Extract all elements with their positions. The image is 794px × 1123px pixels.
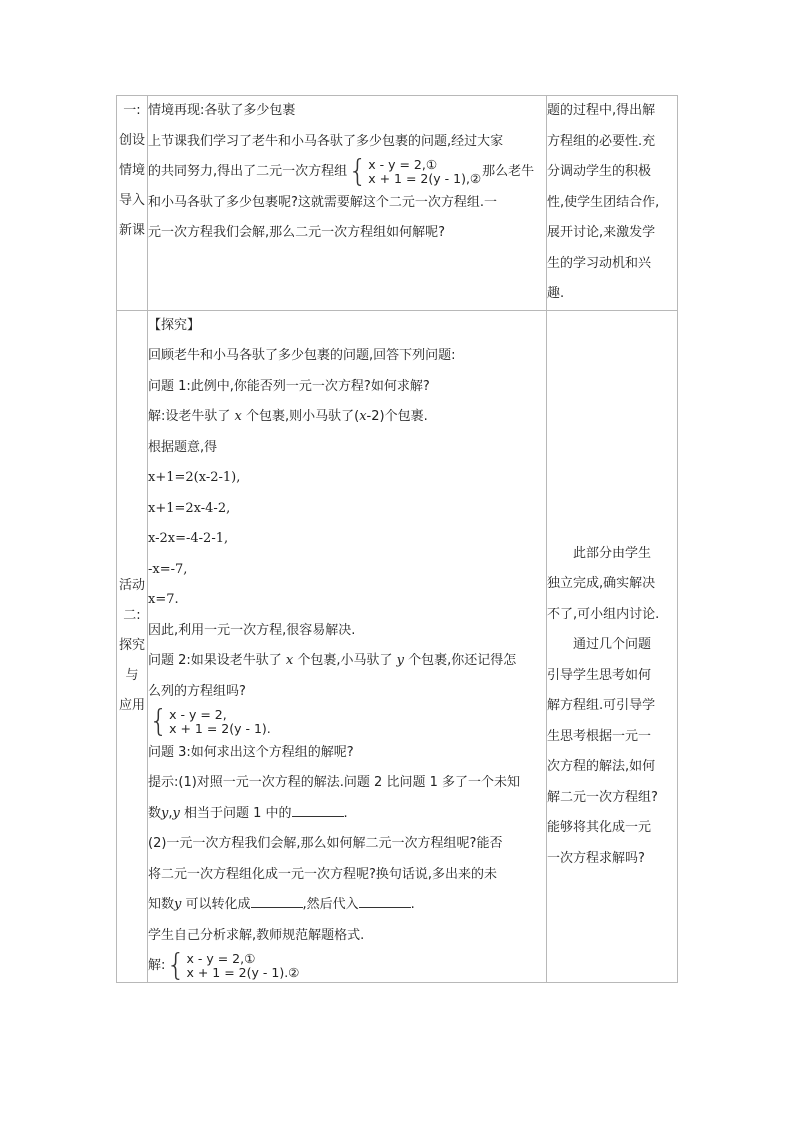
explore-label: 【探究】: [148, 317, 201, 333]
equation-step: -x=-7,: [148, 561, 188, 577]
equation-line: x - y = 2,①: [368, 156, 438, 172]
notes-cell-intro: [547, 96, 678, 311]
stage-label: 一:: [123, 103, 141, 118]
content-cell-intro: [148, 96, 547, 311]
intro-line: 回顾老牛和小马各驮了多少包裹的问题,回答下列问题:: [148, 348, 456, 363]
table-row-intro: [117, 96, 678, 311]
equation-step: x-2x=-4-2-1,: [148, 531, 229, 546]
stage-label: 导入: [118, 193, 145, 208]
equation-lines: [186, 952, 299, 980]
fill-blank: [292, 802, 344, 817]
analysis-line: 学生自己分析求解,教师规范解题格式.: [148, 927, 365, 943]
equation-system: [149, 703, 271, 739]
text-run: 个包裹,小马驮了: [293, 653, 397, 668]
hint-2-cont: [148, 890, 546, 921]
hint-2-cont: 将二元一次方程组化成一元一次方程呢?换句话说,多出来的未: [148, 866, 498, 882]
equation-step: x+1=2(x-2-1),: [148, 470, 241, 485]
text-run: 个包裹,你还记得怎: [404, 653, 517, 668]
equation-system-line: [148, 703, 546, 739]
note-line: 此部分由学生: [573, 545, 652, 561]
equation-system: [348, 153, 482, 189]
table-row-explore: [117, 310, 678, 982]
note-line: 趣.: [547, 286, 565, 301]
note-line: 生思考根据一元一: [547, 728, 652, 744]
text-run: 那么老牛: [482, 164, 535, 179]
basis-line: 根据题意,得: [148, 439, 218, 455]
text-run: ,然后代入: [302, 897, 359, 912]
note-line: 次方程的解法,如何: [547, 759, 656, 774]
variable-x: x: [285, 653, 294, 668]
equation-line: x + 1 = 2(y - 1).: [169, 720, 271, 736]
left-brace-icon: {: [166, 947, 186, 983]
hint-1-cont: [148, 799, 546, 830]
paragraph-line-with-system: [148, 153, 546, 189]
variable-y: y: [172, 805, 180, 821]
note-line: 方程组的必要性.充: [547, 133, 656, 149]
text-run: 知数: [148, 897, 175, 912]
stage-label: 二:: [123, 608, 141, 623]
note-line: 解二元一次方程组?: [547, 789, 658, 805]
question-2-cont: 么列的方程组吗?: [148, 683, 246, 699]
text-run: .: [410, 897, 415, 912]
hint-1: 提示:(1)对照一元一次方程的解法.问题 2 比问题 1 多了一个未知: [148, 775, 520, 790]
note-line: 性,使学生团结合作,: [547, 194, 660, 210]
stage-label: 新课: [118, 223, 145, 238]
fill-blank: [251, 893, 303, 908]
stage-label: 活动: [118, 578, 145, 593]
equation-lines: [368, 158, 481, 186]
text-run: 的共同努力,得出了二元一次方程组: [148, 164, 348, 179]
text-run: 数: [148, 805, 162, 821]
stage-label: 探究: [118, 638, 145, 653]
content-cell-explore: [148, 310, 547, 982]
left-brace-icon: {: [149, 703, 169, 739]
variable-y: y: [174, 897, 182, 912]
text-run: .: [343, 805, 348, 821]
question-3: 问题 3:如何求出这个方程组的解呢?: [148, 744, 354, 760]
note-line: 一次方程求解吗?: [547, 850, 645, 866]
stage-cell-intro: [117, 96, 148, 311]
conclusion-line: 因此,利用一元一次方程,很容易解决.: [148, 622, 356, 638]
note-line: 生的学习动机和兴: [547, 255, 652, 271]
stage-cell-explore: [117, 310, 148, 982]
note-line: 通过几个问题: [573, 637, 652, 652]
notes-cell-explore: [547, 310, 678, 982]
fill-blank: [359, 893, 411, 908]
text-run: 问题 2:如果设老牛驮了: [148, 653, 286, 668]
equation-lines: [169, 708, 271, 736]
paragraph-line: 上节课我们学习了老牛和小马各驮了多少包裹的问题,经过大家: [148, 133, 504, 149]
section-heading: 情境再现:各驮了多少包裹: [148, 103, 296, 118]
solution-system-line: [148, 947, 546, 983]
equation-system: [166, 947, 300, 983]
left-brace-icon: {: [348, 153, 368, 189]
text-run: -2)个包裹.: [366, 409, 428, 424]
text-run: 可以转化成: [181, 897, 251, 912]
equation-line: x + 1 = 2(y - 1),②: [368, 170, 482, 186]
note-line: 展开讨论,来激发学: [547, 225, 656, 240]
solution-setup: [148, 402, 546, 433]
text-run: 解:: [148, 958, 166, 973]
question-1: 问题 1:此例中,你能否列一元一次方程?如何求解?: [148, 378, 430, 394]
equation-line: x - y = 2,: [169, 706, 227, 722]
note-line: 引导学生思考如何: [547, 667, 652, 683]
paragraph-line: 和小马各驮了多少包裹呢?这就需要解这个二元一次方程组.一: [148, 194, 498, 210]
stage-label: 情境: [118, 163, 145, 178]
variable-x: x: [234, 409, 242, 424]
equation-step: x+1=2x-4-2,: [148, 500, 231, 516]
stage-label: 应用: [118, 698, 145, 713]
paragraph-line: 元一次方程我们会解,那么二元一次方程组如何解呢?: [148, 225, 446, 240]
lesson-plan-table: [116, 95, 678, 983]
text-run: 解:设老牛驮了: [148, 409, 235, 424]
question-2: [148, 646, 546, 677]
text-run: 相当于问题 1 中的: [179, 805, 292, 821]
note-line: 不了,可小组内讨论.: [547, 606, 660, 622]
note-line: 独立完成,确实解决: [547, 576, 656, 591]
note-line: 题的过程中,得出解: [547, 103, 656, 118]
variable-y: y: [396, 653, 405, 668]
note-line: 分调动学生的积极: [547, 164, 652, 179]
variable-x: x: [359, 409, 367, 424]
stage-label: 与: [125, 668, 139, 683]
variable-y: y: [161, 805, 169, 821]
equation-line: x + 1 = 2(y - 1).②: [186, 964, 300, 980]
note-line: 解方程组.可引导学: [547, 698, 656, 713]
hint-2: (2)一元一次方程我们会解,那么如何解二元一次方程组呢?能否: [148, 836, 503, 851]
text-run: ,: [168, 805, 173, 821]
stage-label: 创设: [118, 133, 145, 148]
equation-line: x - y = 2,①: [186, 950, 256, 966]
equation-step: x=7.: [148, 592, 179, 607]
text-run: 个包裹,则小马驮了(: [241, 409, 360, 424]
note-line: 能够将其化成一元: [547, 820, 652, 835]
